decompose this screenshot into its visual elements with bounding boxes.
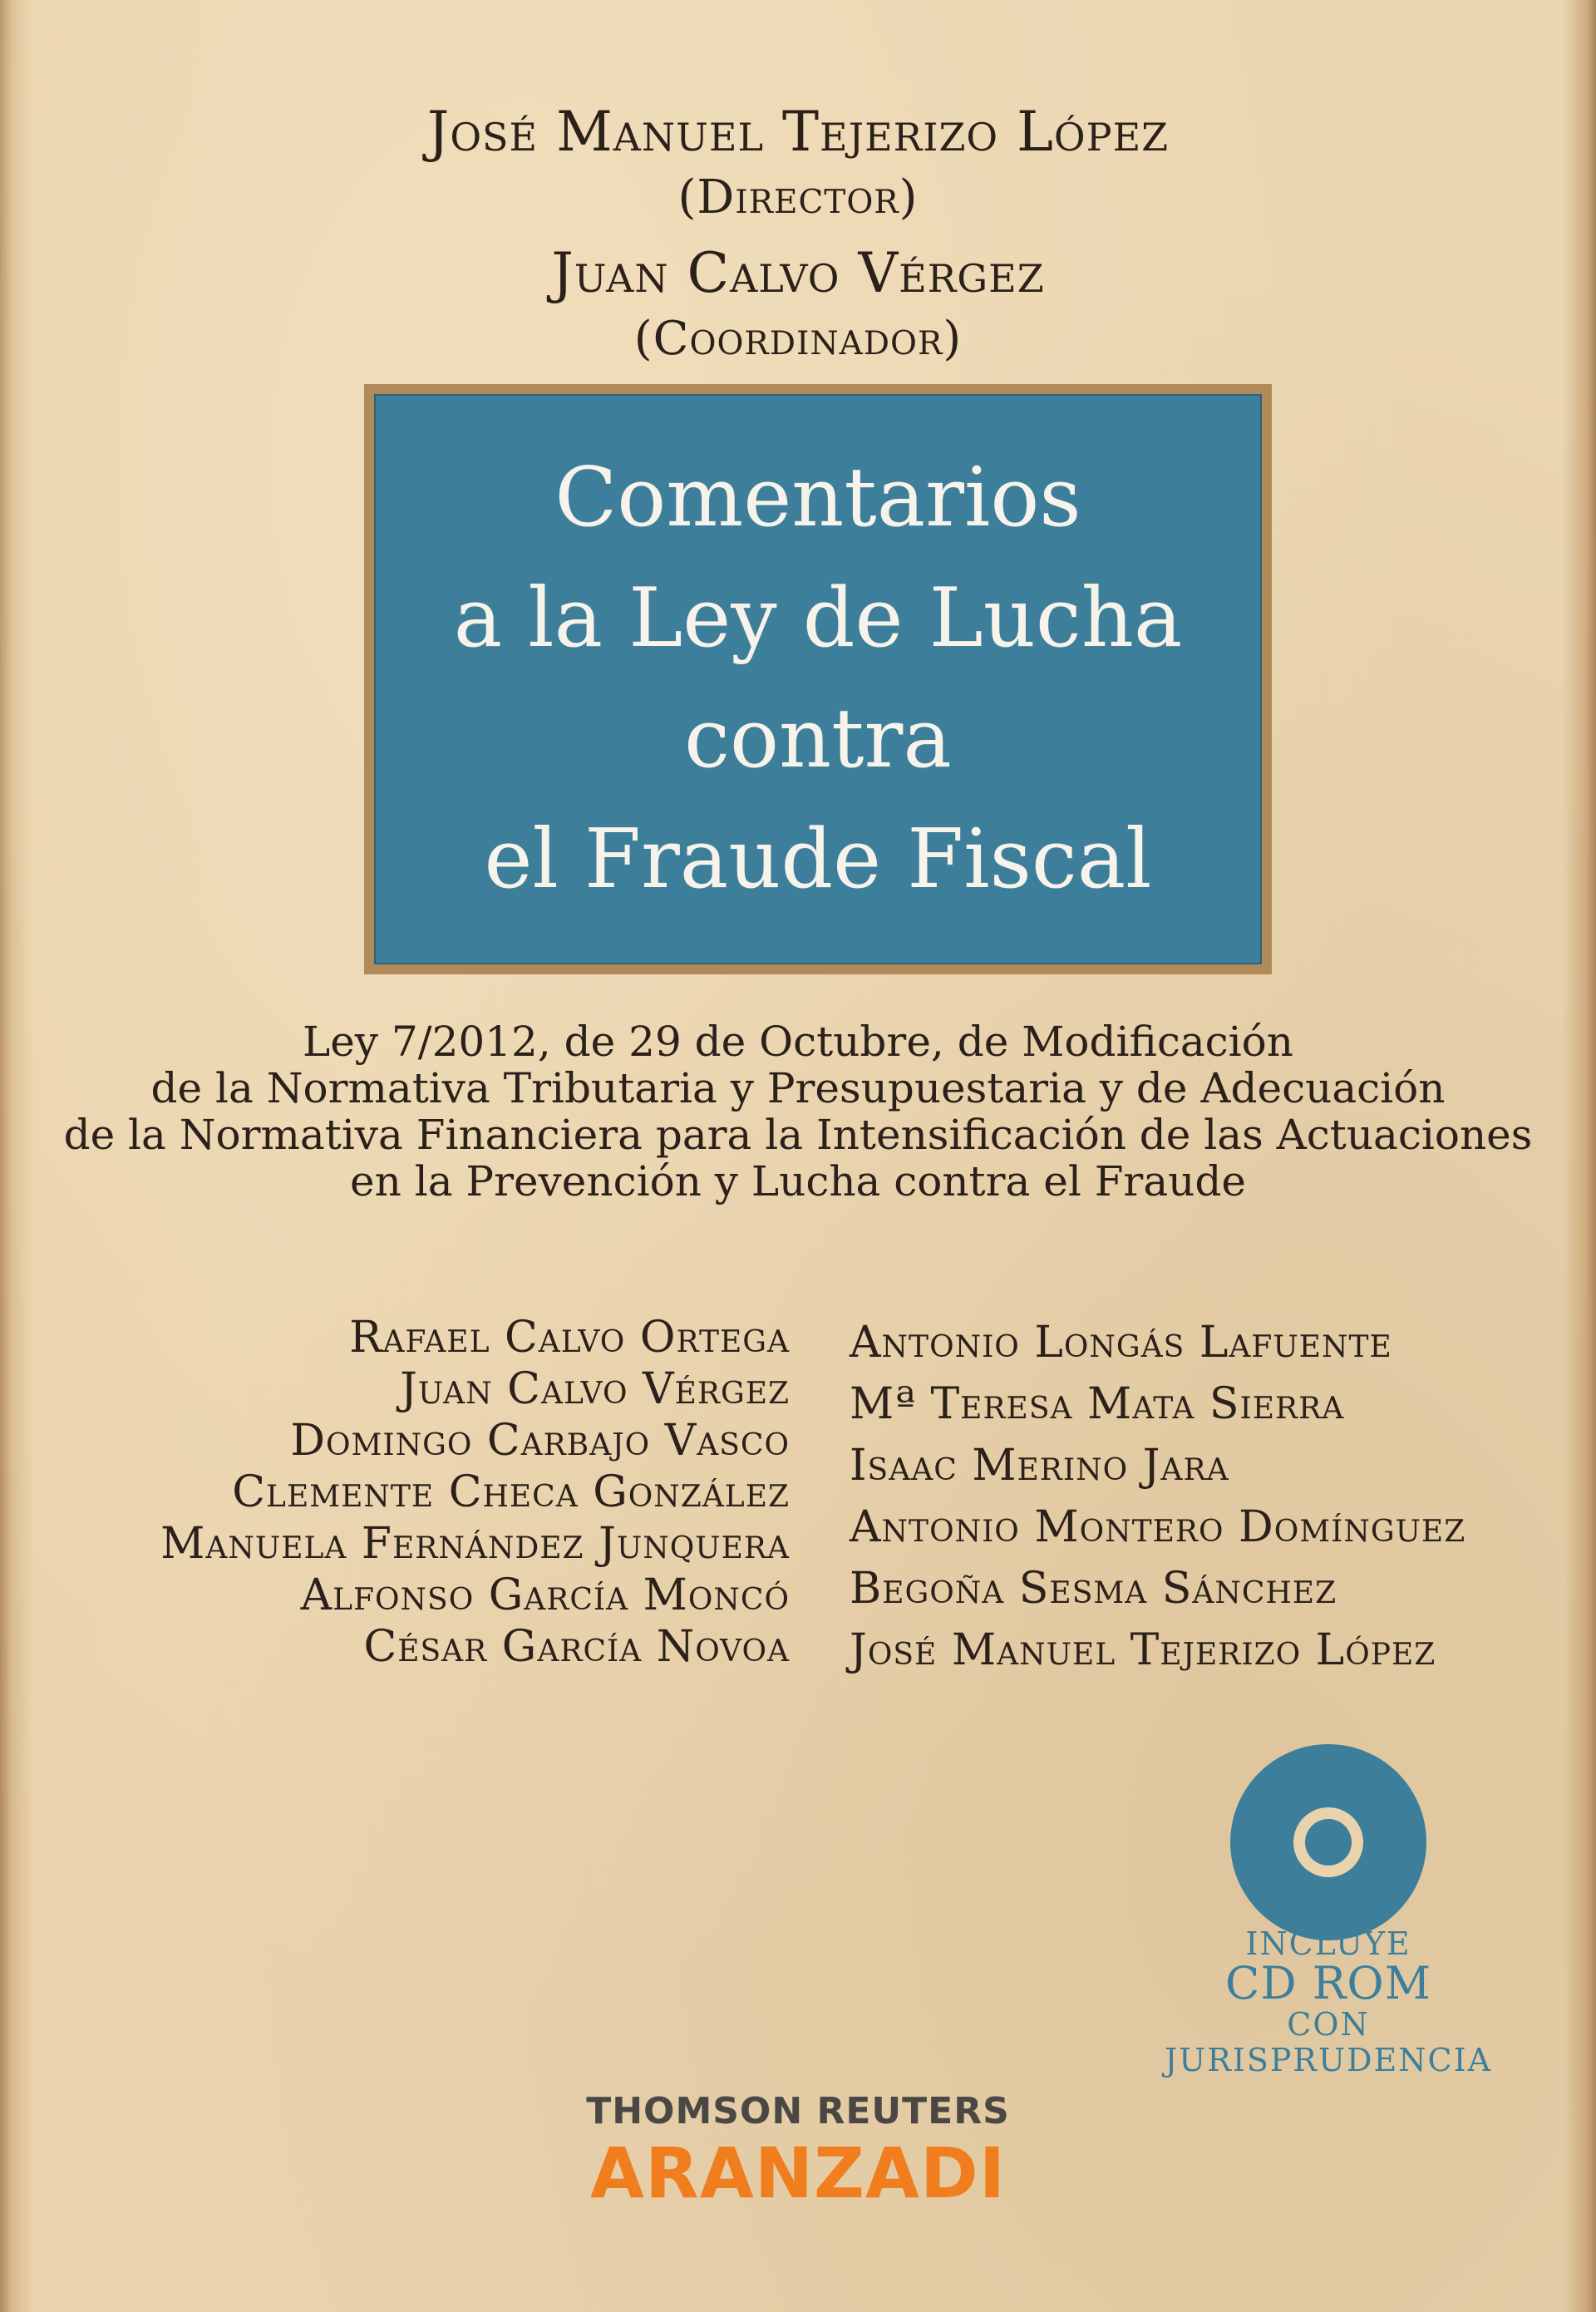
cd-line-jurisprudence: JURISPRUDENCIA — [1164, 2042, 1493, 2078]
cd-line-includes: INCLUYE — [1245, 1925, 1411, 1962]
cd-disc-icon — [1229, 1743, 1428, 1942]
cd-rom-notice — [1096, 1927, 1561, 2078]
author-name: Alfonso García Moncó — [300, 1570, 790, 1620]
publisher-imprint: ARANZADI — [590, 2132, 1006, 2214]
coordinator-role: (Coordinador) — [633, 312, 963, 366]
title-line-1: Comentarios — [554, 451, 1081, 545]
author-name: Rafael Calvo Ortega — [349, 1313, 790, 1363]
author-name: César García Novoa — [363, 1622, 790, 1672]
director-name: José Manuel Tejerizo López — [426, 100, 1170, 164]
subtitle-line-1: Ley 7/2012, de 29 de Octubre, de Modificación — [303, 1018, 1293, 1066]
authors-left-column — [160, 1312, 790, 1673]
subtitle-line-3: de la Normativa Financiera para la Intensificación de las Actuaciones — [63, 1111, 1533, 1159]
subtitle-line-2: de la Normativa Tributaria y Presupuestaria y de Adecuación — [150, 1064, 1446, 1112]
author-name: Begoña Sesma Sánchez — [850, 1564, 1337, 1614]
subtitle — [0, 1018, 1596, 1205]
title-line-4: el Fraude Fiscal — [484, 812, 1152, 907]
subtitle-line-4: en la Prevención y Lucha contra el Fraude — [350, 1157, 1246, 1205]
author-name: Isaac Merino Jara — [850, 1441, 1229, 1491]
publisher-logo — [0, 2088, 1596, 2214]
author-name: Antonio Montero Domínguez — [850, 1502, 1466, 1552]
author-name: Manuela Fernández Junquera — [160, 1519, 790, 1569]
title-line-2: a la Ley de Lucha — [453, 571, 1183, 666]
title-line-3: contra — [684, 692, 952, 786]
publisher-parent: THOMSON REUTERS — [586, 2090, 1010, 2132]
author-name: Juan Calvo Vérgez — [400, 1364, 790, 1414]
cd-line-with: CON — [1287, 2006, 1370, 2043]
author-name: José Manuel Tejerizo López — [850, 1625, 1436, 1675]
title-frame — [364, 384, 1272, 974]
author-name: Domingo Carbajo Vasco — [290, 1416, 790, 1466]
author-name: Clemente Checa González — [232, 1467, 790, 1517]
authors-right-column — [850, 1312, 1465, 1681]
cd-line-cdrom: CD ROM — [1225, 1957, 1431, 2009]
author-name: Mª Teresa Mata Sierra — [850, 1379, 1345, 1429]
title-box — [374, 394, 1262, 964]
coordinator-name: Juan Calvo Vérgez — [551, 241, 1045, 305]
author-name: Antonio Longás Lafuente — [850, 1318, 1392, 1368]
director-role: (Director) — [677, 170, 919, 224]
